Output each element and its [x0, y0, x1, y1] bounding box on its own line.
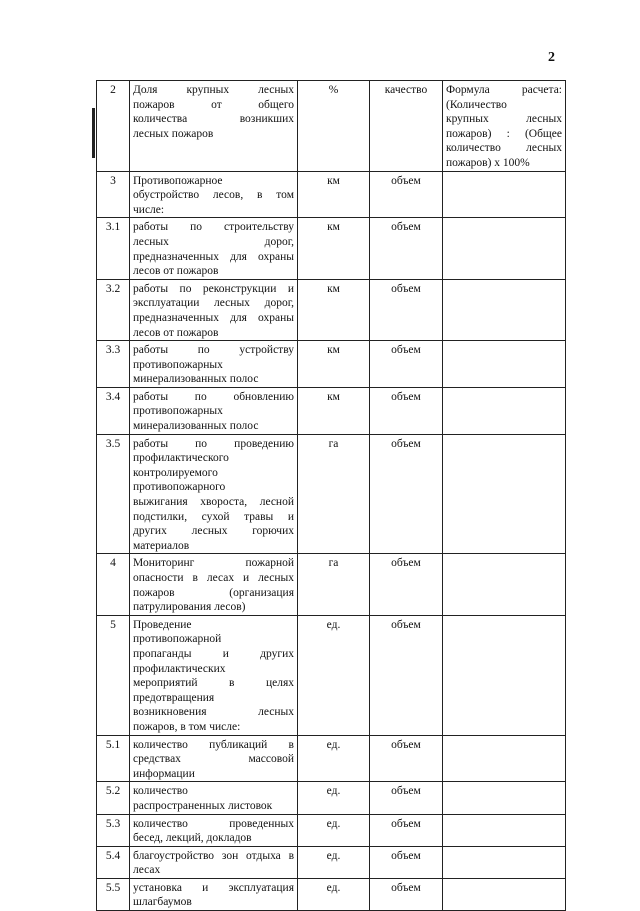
text-line: количество лесных [446, 142, 562, 155]
table-row [97, 387, 566, 434]
text-line: Формула расчета: [446, 84, 562, 96]
unit: % [298, 81, 370, 172]
text-line: противопожарной [133, 633, 222, 646]
indicator-name [130, 279, 298, 340]
indicator-name [130, 878, 298, 910]
text-line: Проведение [133, 618, 192, 631]
table-row [97, 81, 566, 172]
scan-mark [92, 108, 95, 158]
text-line: распространенных листовок [133, 799, 273, 812]
text-line: лесов от пожаров [133, 265, 219, 278]
text-line: числе: [133, 203, 165, 216]
unit: ед. [298, 782, 370, 814]
text-line: количество [133, 785, 188, 798]
text-line: шлагбаумов [133, 896, 192, 909]
text-line: контролируемого [133, 466, 218, 479]
table-row [97, 434, 566, 554]
indicator-name [130, 218, 298, 279]
formula [443, 387, 566, 434]
table-row [97, 341, 566, 388]
text-line: опасности в лесах и лесных [133, 572, 294, 584]
indicator-name [130, 434, 298, 554]
row-number: 2 [97, 81, 130, 172]
row-number: 3.2 [97, 279, 130, 340]
indicator-type: объем [370, 218, 443, 279]
text-line: противопожарных [133, 358, 223, 371]
text-line: выжигания хвороста, лесной [133, 496, 294, 509]
text-line: работы по проведению [133, 437, 294, 450]
unit: км [298, 341, 370, 388]
table-row [97, 554, 566, 615]
text-line: работы по обновлению [133, 390, 294, 403]
text-line: предназначенных для охраны [133, 311, 294, 324]
row-number: 5.5 [97, 878, 130, 910]
text-line: противопожарных [133, 405, 223, 418]
unit: ед. [298, 615, 370, 735]
formula [443, 434, 566, 554]
indicator-type: объем [370, 279, 443, 340]
unit: км [298, 279, 370, 340]
indicator-type: объем [370, 387, 443, 434]
text-line: бесед, лекций, докладов [133, 832, 252, 845]
table-row [97, 735, 566, 782]
indicator-type: объем [370, 341, 443, 388]
formula [443, 846, 566, 878]
text-line: Доля крупных лесных [133, 84, 294, 96]
row-number: 3.5 [97, 434, 130, 554]
indicator-name [130, 387, 298, 434]
table-row [97, 279, 566, 340]
text-line: работы по устройству [133, 344, 294, 357]
formula [443, 341, 566, 388]
indicator-name [130, 171, 298, 218]
indicator-type: объем [370, 171, 443, 218]
formula [443, 878, 566, 910]
unit: ед. [298, 735, 370, 782]
indicator-type: объем [370, 846, 443, 878]
text-line: Противопожарное [133, 174, 223, 187]
formula [443, 171, 566, 218]
indicator-type: качество [370, 81, 443, 172]
text-line: лесов от пожаров [133, 326, 219, 339]
indicator-type: объем [370, 615, 443, 735]
text-line: материалов [133, 539, 190, 552]
row-number: 3.3 [97, 341, 130, 388]
table-row [97, 814, 566, 846]
indicator-name [130, 814, 298, 846]
formula [443, 814, 566, 846]
formula [443, 782, 566, 814]
unit: ед. [298, 878, 370, 910]
text-line: количество публикаций в [133, 738, 294, 751]
indicator-type: объем [370, 554, 443, 615]
row-number: 5 [97, 615, 130, 735]
indicator-type: объем [370, 878, 443, 910]
unit: км [298, 387, 370, 434]
text-line: работы по реконструкции и [133, 282, 294, 295]
text-line: возникновения лесных [133, 706, 294, 719]
row-number: 5.2 [97, 782, 130, 814]
text-line: предотвращения [133, 691, 215, 704]
unit: га [298, 434, 370, 554]
table-row [97, 846, 566, 878]
text-line: профилактического [133, 452, 229, 465]
text-line: работы по строительству [133, 221, 294, 234]
text-line: благоустройство зон отдыха в [133, 849, 294, 862]
formula [443, 279, 566, 340]
table-row [97, 171, 566, 218]
indicator-name [130, 846, 298, 878]
text-line: средствах массовой [133, 753, 294, 766]
text-line: количество проведенных [133, 817, 294, 830]
indicator-type: объем [370, 782, 443, 814]
text-line: лесных пожаров [133, 127, 214, 140]
unit: км [298, 218, 370, 279]
text-line: мероприятий в целях [133, 677, 294, 690]
indicator-type: объем [370, 814, 443, 846]
text-line: минерализованных полос [133, 373, 259, 386]
text-line: профилактических [133, 662, 226, 675]
text-line: противопожарного [133, 481, 226, 494]
text-line: информации [133, 767, 195, 780]
indicator-name [130, 615, 298, 735]
text-line: крупных лесных [446, 113, 562, 126]
text-line: обустройство лесов, в том [133, 189, 294, 202]
row-number: 3.1 [97, 218, 130, 279]
row-number: 5.4 [97, 846, 130, 878]
indicator-name [130, 735, 298, 782]
text-line: количества возникших [133, 113, 294, 126]
indicator-type: объем [370, 735, 443, 782]
text-line: эксплуатации лесных дорог, [133, 297, 294, 310]
indicator-name [130, 341, 298, 388]
row-number: 5.1 [97, 735, 130, 782]
unit: км [298, 171, 370, 218]
unit: га [298, 554, 370, 615]
text-line: пожаров (организация [133, 586, 294, 599]
text-line: пожаров, в том числе: [133, 720, 241, 733]
formula [443, 81, 566, 172]
row-number: 4 [97, 554, 130, 615]
text-line: Мониторинг пожарной [133, 557, 294, 570]
row-number: 3.4 [97, 387, 130, 434]
formula [443, 554, 566, 615]
formula [443, 615, 566, 735]
indicators-table [96, 80, 566, 911]
unit: ед. [298, 846, 370, 878]
text-line: патрулирования лесов) [133, 601, 246, 614]
text-line: предназначенных для охраны [133, 250, 294, 263]
table-row [97, 878, 566, 910]
formula [443, 735, 566, 782]
text-line: минерализованных полос [133, 420, 259, 433]
text-line: установка и эксплуатация [133, 881, 294, 894]
text-line: других лесных горючих [133, 525, 294, 538]
unit: ед. [298, 814, 370, 846]
text-line: (Количество [446, 98, 507, 111]
formula [443, 218, 566, 279]
indicator-name [130, 81, 298, 172]
text-line: лесных дорог, [133, 235, 294, 248]
indicator-type: объем [370, 434, 443, 554]
table-row [97, 782, 566, 814]
row-number: 5.3 [97, 814, 130, 846]
table-body [97, 81, 566, 911]
page-number: 2 [548, 50, 555, 65]
table-row [97, 218, 566, 279]
table-row [97, 615, 566, 735]
indicator-name [130, 782, 298, 814]
row-number: 3 [97, 171, 130, 218]
text-line: лесах [133, 864, 161, 877]
text-line: подстилки, сухой травы и [133, 510, 294, 523]
text-line: пожаров) : (Общее [446, 127, 562, 140]
text-line: пожаров) х 100% [446, 156, 530, 169]
indicator-name [130, 554, 298, 615]
text-line: пожаров от общего [133, 98, 294, 111]
text-line: пропаганды и других [133, 647, 294, 660]
